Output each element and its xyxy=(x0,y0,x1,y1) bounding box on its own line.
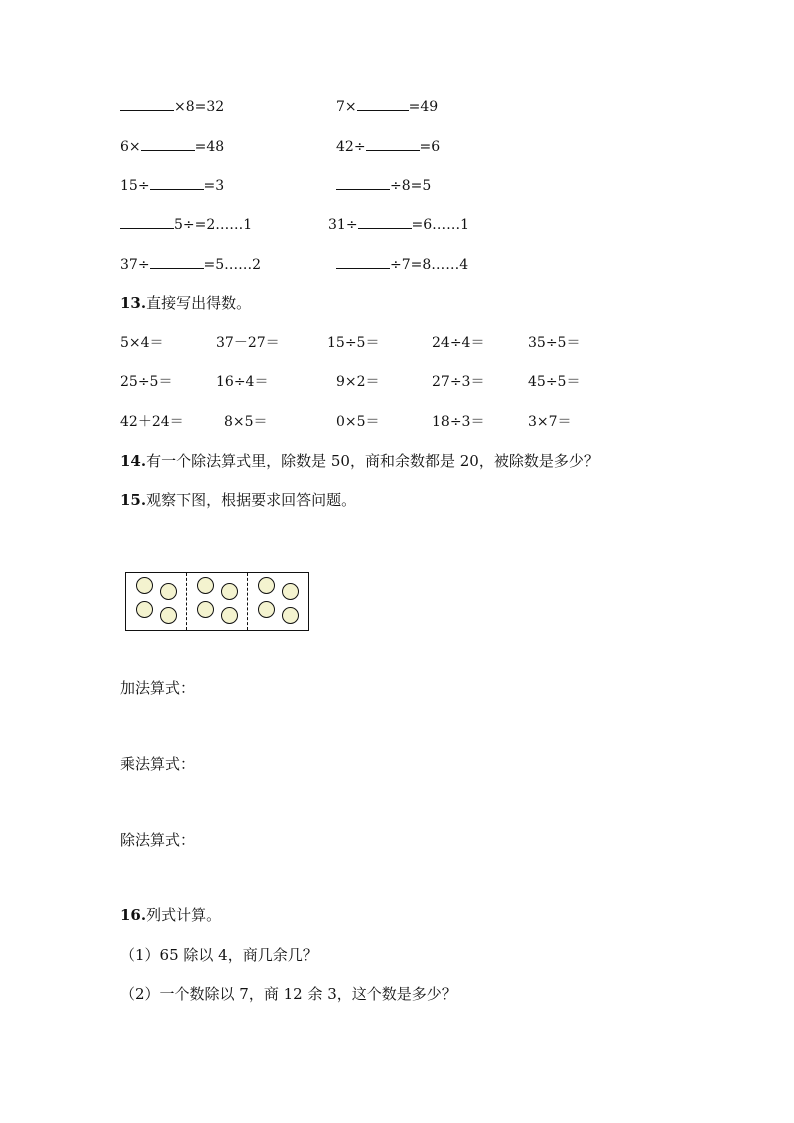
circle xyxy=(197,577,214,594)
equation-suffix: =48 xyxy=(194,139,225,155)
question-13-heading xyxy=(120,293,251,313)
sub-question: （1）65 除以 4，商几余几？ xyxy=(120,946,318,964)
answer-blank[interactable] xyxy=(120,96,174,111)
question-number: 13. xyxy=(120,294,147,312)
equation-suffix: =6……1 xyxy=(411,217,470,233)
answer-blank[interactable] xyxy=(357,96,409,111)
circle xyxy=(160,583,177,600)
mental-math-item: 15÷5＝ xyxy=(327,335,380,351)
equation-prefix: 6× xyxy=(120,139,141,155)
mental-math-item: 35÷5＝ xyxy=(528,335,581,351)
fill-in-equation xyxy=(120,175,224,196)
fill-in-equation xyxy=(336,175,431,196)
circle xyxy=(258,601,275,618)
equation-suffix: =3 xyxy=(203,178,225,194)
equation-prefix: 7× xyxy=(336,99,357,115)
circle xyxy=(136,577,153,594)
answer-blank[interactable] xyxy=(120,214,174,229)
fill-in-equation xyxy=(328,214,469,235)
equation-prefix: 42÷ xyxy=(336,139,366,155)
mental-math-item: 9×2＝ xyxy=(336,374,380,390)
question-text: 有一个除法算式里，除数是 50，商和余数都是 20，被除数是多少？ xyxy=(146,452,599,470)
multiplication-expression-label: 乘法算式： xyxy=(120,755,196,773)
equation-suffix: ÷7=8……4 xyxy=(390,257,469,273)
answer-blank[interactable] xyxy=(150,254,204,269)
mental-math-item: 37－27＝ xyxy=(216,335,280,351)
mental-math-item: 8×5＝ xyxy=(224,414,268,430)
mental-math-item: 45÷5＝ xyxy=(528,374,581,390)
question-text: 直接写出得数。 xyxy=(146,294,252,312)
dashed-divider xyxy=(247,573,248,630)
mental-math-item: 0×5＝ xyxy=(336,414,380,430)
equation-suffix: =5……2 xyxy=(203,257,262,273)
answer-blank[interactable] xyxy=(150,175,204,190)
fill-in-equation xyxy=(120,136,224,157)
mental-math-item: 16÷4＝ xyxy=(216,374,269,390)
equation-suffix: 5÷=2……1 xyxy=(174,217,253,233)
question-number: 14. xyxy=(120,452,147,470)
fill-in-equation xyxy=(120,254,261,275)
equation-suffix: ÷8=5 xyxy=(390,178,432,194)
answer-blank[interactable] xyxy=(336,254,390,269)
circle xyxy=(136,601,153,618)
equation-suffix: ×8=32 xyxy=(174,99,225,115)
circle xyxy=(160,607,177,624)
question-15-heading xyxy=(120,490,356,510)
answer-blank[interactable] xyxy=(366,136,420,151)
circle xyxy=(282,607,299,624)
equation-prefix: 15÷ xyxy=(120,178,150,194)
fill-in-equation xyxy=(120,214,252,235)
mental-math-item: 25÷5＝ xyxy=(120,374,173,390)
fill-in-equation xyxy=(336,96,438,117)
addition-expression-label: 加法算式： xyxy=(120,679,196,697)
circle xyxy=(221,607,238,624)
equation-suffix: =6 xyxy=(419,139,441,155)
question-text: 观察下图，根据要求回答问题。 xyxy=(146,491,357,509)
mental-math-item: 42＋24＝ xyxy=(120,414,184,430)
mental-math-item: 18÷3＝ xyxy=(432,414,485,430)
circle xyxy=(221,583,238,600)
mental-math-item: 24÷4＝ xyxy=(432,335,485,351)
mental-math-item: 5×4＝ xyxy=(120,335,164,351)
equation-suffix: =49 xyxy=(408,99,439,115)
division-expression-label: 除法算式： xyxy=(120,831,196,849)
circle-groups-figure xyxy=(125,572,309,631)
equation-prefix: 31÷ xyxy=(328,217,358,233)
circle xyxy=(258,577,275,594)
question-14 xyxy=(120,451,599,471)
sub-question: （2）一个数除以 7，商 12 余 3，这个数是多少？ xyxy=(120,985,457,1003)
fill-in-equation xyxy=(336,136,440,157)
mental-math-item: 27÷3＝ xyxy=(432,374,485,390)
question-text: 列式计算。 xyxy=(146,906,222,924)
dashed-divider xyxy=(186,573,187,630)
answer-blank[interactable] xyxy=(141,136,195,151)
question-number: 16. xyxy=(120,906,147,924)
answer-blank[interactable] xyxy=(336,175,390,190)
circle xyxy=(282,583,299,600)
fill-in-equation xyxy=(120,96,224,117)
equation-prefix: 37÷ xyxy=(120,257,150,273)
fill-in-equation xyxy=(336,254,468,275)
mental-math-item: 3×7＝ xyxy=(528,414,572,430)
circle xyxy=(197,601,214,618)
question-16-heading xyxy=(120,905,221,925)
answer-blank[interactable] xyxy=(358,214,412,229)
question-number: 15. xyxy=(120,491,147,509)
